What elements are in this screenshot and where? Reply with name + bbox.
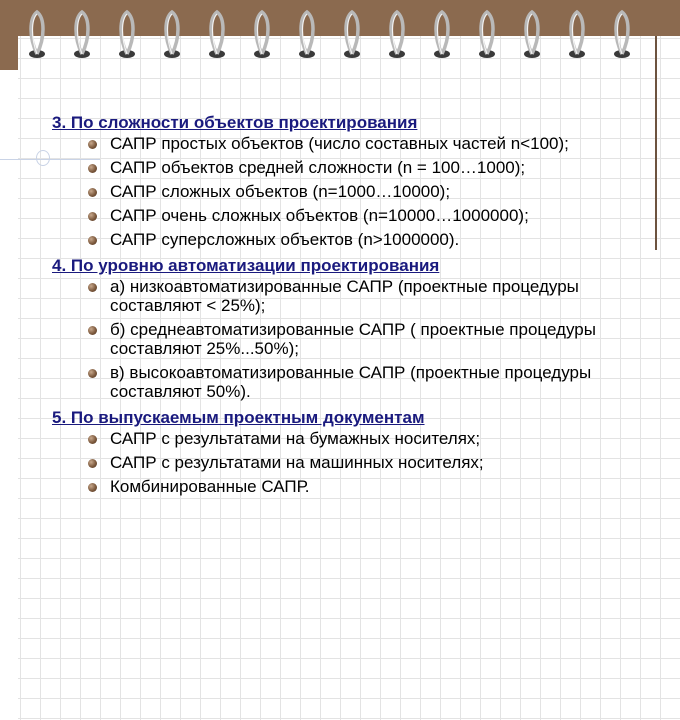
spiral-ring-icon xyxy=(341,8,363,60)
spiral-ring-icon xyxy=(161,8,183,60)
spiral-ring-icon xyxy=(206,8,228,60)
list-item-text: б) среднеавтоматизированные САПР ( проектные процедуры составляют 25%...50%); xyxy=(110,320,596,358)
list-item xyxy=(84,230,652,249)
bullet-icon xyxy=(88,483,97,492)
slide-content xyxy=(52,112,652,502)
bullet-list xyxy=(52,277,652,401)
list-item-text: а) низкоавтоматизированные САПР (проектные процедуры составляют < 25%); xyxy=(110,277,579,315)
spiral-ring-icon xyxy=(566,8,588,60)
section-documents xyxy=(52,407,652,496)
bullet-icon xyxy=(88,435,97,444)
list-item-text: САПР простых объектов (число составных частей n<100); xyxy=(110,134,569,153)
bullet-icon xyxy=(88,164,97,173)
spiral-ring-icon xyxy=(251,8,273,60)
list-item-text: САПР с результатами на бумажных носителях; xyxy=(110,429,481,448)
list-item xyxy=(84,363,652,401)
list-item-text: САПР очень сложных объектов (n=10000…1000000); xyxy=(110,206,529,225)
list-item xyxy=(84,158,652,177)
margin-circle xyxy=(36,150,50,166)
section-complexity xyxy=(52,112,652,249)
spiral-ring-icon xyxy=(431,8,453,60)
spiral-ring-icon xyxy=(116,8,138,60)
list-item xyxy=(84,182,652,201)
list-item-text: САПР сложных объектов (n=1000…10000); xyxy=(110,182,451,201)
list-item xyxy=(84,429,652,448)
section-heading: 3. По сложности объектов проектирования xyxy=(52,113,418,132)
bullet-icon xyxy=(88,236,97,245)
bullet-list xyxy=(52,134,652,249)
bullet-icon xyxy=(88,369,97,378)
spiral-ring-icon xyxy=(386,8,408,60)
section-heading: 5. По выпускаемым проектным документам xyxy=(52,408,425,427)
list-item-text: в) высокоавтоматизированные САПР (проектные процедуры составляют 50%). xyxy=(110,363,592,401)
spiral-ring-icon xyxy=(26,8,48,60)
list-item xyxy=(84,320,652,358)
bullet-icon xyxy=(88,188,97,197)
spiral-ring-icon xyxy=(71,8,93,60)
bullet-icon xyxy=(88,140,97,149)
bullet-icon xyxy=(88,459,97,468)
list-item-text: САПР суперсложных объектов (n>1000000). xyxy=(110,230,460,249)
list-item xyxy=(84,277,652,315)
spiral-ring-icon xyxy=(476,8,498,60)
spiral-binding xyxy=(0,0,680,70)
list-item xyxy=(84,134,652,153)
section-heading: 4. По уровню автоматизации проектирования xyxy=(52,256,440,275)
section-automation xyxy=(52,255,652,401)
spiral-ring-icon xyxy=(521,8,543,60)
list-item xyxy=(84,477,652,496)
list-item-text: САПР объектов средней сложности (n = 100…1000); xyxy=(110,158,526,177)
list-item xyxy=(84,206,652,225)
spiral-ring-icon xyxy=(611,8,633,60)
list-item xyxy=(84,453,652,472)
bullet-icon xyxy=(88,212,97,221)
list-item-text: Комбинированные САПР. xyxy=(110,477,310,496)
list-item-text: САПР с результатами на машинных носителях; xyxy=(110,453,484,472)
bullet-icon xyxy=(88,326,97,335)
bullet-icon xyxy=(88,283,97,292)
bullet-list xyxy=(52,429,652,496)
spiral-ring-icon xyxy=(296,8,318,60)
